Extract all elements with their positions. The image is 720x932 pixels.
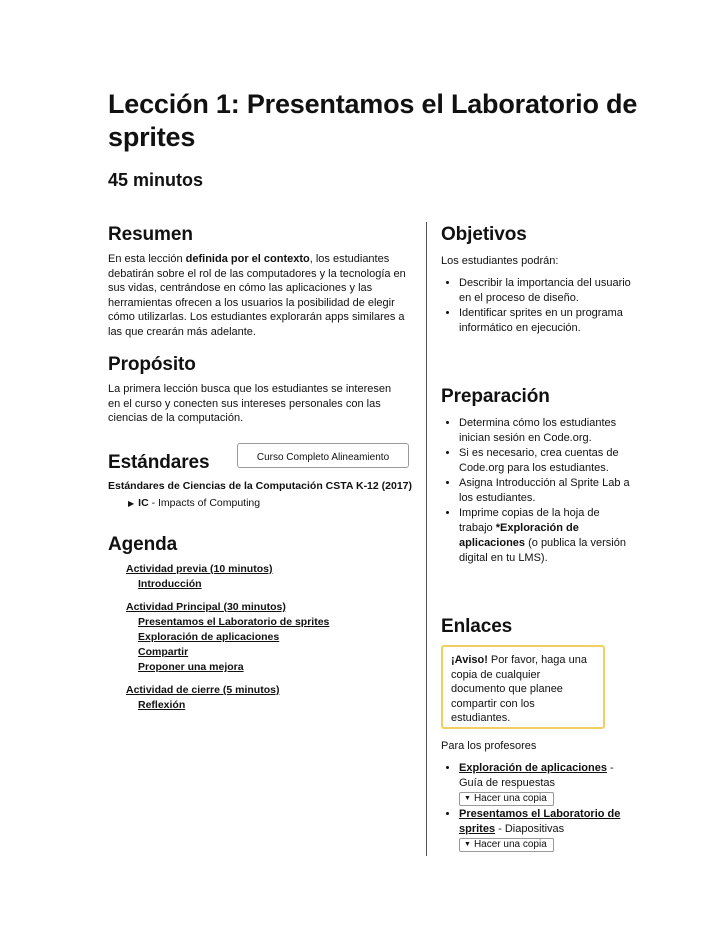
preparation-list bbox=[441, 416, 634, 566]
expand-triangle-icon[interactable]: ▶ bbox=[128, 499, 135, 508]
list-item: • Describir la importancia del usuario en el proceso de diseño. bbox=[459, 276, 634, 306]
agenda-item-link[interactable]: Introducción bbox=[138, 578, 202, 590]
caret-down-icon: ▼ bbox=[464, 841, 471, 848]
agenda-main-link[interactable]: Actividad Principal (30 minutos) bbox=[126, 601, 286, 613]
agenda-item-link[interactable]: Exploración de aplicaciones bbox=[138, 631, 280, 643]
purpose-text: La primera lección busca que los estudiantes se interesen en el curso y conecten sus intereses personales con las ciencias de la computación. bbox=[108, 383, 392, 424]
make-copy-button[interactable]: ▼ Hacer una copia bbox=[459, 792, 554, 806]
teacher-links-list bbox=[441, 761, 634, 852]
sprite-lab-slides-link[interactable]: Presentamos el Laboratorio de sprites bbox=[459, 808, 621, 835]
standards-heading: Estándares bbox=[108, 452, 210, 473]
list-item: • Si es necesario, crea cuentas de Code.org para los estudiantes. bbox=[459, 446, 634, 476]
links-heading: Enlaces bbox=[441, 616, 513, 637]
column-divider bbox=[426, 222, 427, 856]
objectives-intro: Los estudiantes podrán: bbox=[441, 255, 559, 267]
notice-box: ¡Aviso! Por favor, haga una copia de cualquier documento que planee compartir con los estudiantes. bbox=[441, 645, 605, 729]
purpose-heading: Propósito bbox=[108, 354, 196, 375]
agenda-item-link[interactable]: Proponer una mejora bbox=[138, 661, 244, 673]
agenda-wrapup-link[interactable]: Actividad de cierre (5 minutos) bbox=[126, 684, 280, 696]
agenda-item-link[interactable]: Compartir bbox=[138, 646, 189, 658]
agenda-item-link[interactable]: Reflexión bbox=[138, 699, 186, 711]
agenda-heading: Agenda bbox=[108, 534, 178, 555]
full-course-alignment-button[interactable]: Curso Completo Alineamiento bbox=[237, 443, 409, 468]
agenda-item-link[interactable]: Presentamos el Laboratorio de sprites bbox=[138, 616, 330, 628]
standard-item[interactable]: ▶ IC - Impacts of Computing bbox=[128, 497, 261, 509]
summary-text: En esta lección definida por el contexto, los estudiantes debatirán sobre el rol de las computadores y la tecnología en sus vidas, centrándose en cómo las aplicaciones y las herramientas ofrecen a los usuarios la posibilidad de elegir cómo utilizarlas. Los estudiantes explorarán apps similares a las que crearán más adelante. bbox=[108, 253, 406, 338]
list-item: • Asigna Introducción al Sprite Lab a los estudiantes. bbox=[459, 476, 634, 506]
for-teachers-label: Para los profesores bbox=[441, 740, 537, 752]
list-item: • Identificar sprites en un programa informático en ejecución. bbox=[459, 306, 634, 336]
agenda-warmup-link[interactable]: Actividad previa (10 minutos) bbox=[126, 563, 273, 575]
summary-heading: Resumen bbox=[108, 224, 193, 245]
preparation-heading: Preparación bbox=[441, 386, 550, 407]
caret-down-icon: ▼ bbox=[464, 795, 471, 802]
make-copy-button[interactable]: ▼ Hacer una copia bbox=[459, 838, 554, 852]
page-title: Lección 1: Presentamos el Laboratorio de sprites bbox=[108, 89, 638, 152]
objectives-list bbox=[441, 276, 634, 336]
list-item: • Determina cómo los estudiantes inician sesión en Code.org. bbox=[459, 416, 634, 446]
app-exploration-link[interactable]: Exploración de aplicaciones bbox=[459, 762, 607, 774]
list-item: • Imprime copias de la hoja de trabajo *Exploración de aplicaciones (o publica la versión digital en tu LMS). bbox=[459, 506, 634, 566]
objectives-heading: Objetivos bbox=[441, 224, 527, 245]
list-item: • Presentamos el Laboratorio de sprites - Diapositivas ▼ Hacer una copia bbox=[459, 807, 634, 852]
lesson-duration: 45 minutos bbox=[108, 170, 204, 190]
list-item: • Exploración de aplicaciones - Guía de respuestas ▼ Hacer una copia bbox=[459, 761, 634, 806]
standards-framework: Estándares de Ciencias de la Computación CSTA K-12 (2017) bbox=[108, 480, 413, 492]
